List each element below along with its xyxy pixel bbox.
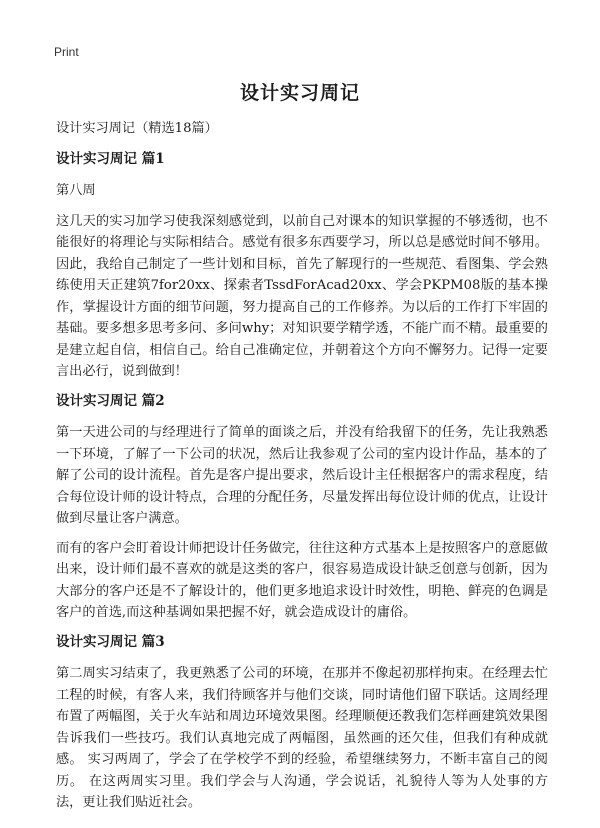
page-title: 设计实习周记 — [239, 82, 360, 104]
section-heading-2: 设计实习周记 篇2 — [56, 392, 165, 409]
document-body — [56, 118, 548, 822]
section-week-label: 第八周 — [56, 183, 96, 198]
section-heading-1: 设计实习周记 篇1 — [56, 150, 165, 167]
section-1-paragraph-1: 这几天的实习加学习使我深刻感觉到，以前自己对课本的知识掌握的不够透彻，也不能很好的将理论与实际相结合。感觉有很多东西要学习，所以总是感觉时间不够用。因此，我给自己制定了一些计划和目标，首先了解现行的一些规范、看图集、学会熟练使用天正建筑7for20xx、探索者TssdForAcad20xx、学会PKPM08版的基本操作，掌握设计方面的细节问题，努力提高自己的工作修养。为以后的工作打下牢固的基础。要多想多思考多问、多问why；对知识要学精学透，不能广而不精。最重要的是建立起自信，相信自己。给自己准确定位，并朝着这个方向不懈努力。记得一定要言出必行，说到做到！ — [56, 213, 548, 379]
section-2-paragraph-1: 第一天进公司的与经理进行了简单的面谈之后，并没有给我留下的任务，先让我熟悉一下环境，了解了一下公司的状况，然后让我参观了公司的室内设计作品，基本的了解了公司的设计流程。首先是客户提出要求，然后设计主任根据客户的需求程度，结合每位设计师的设计特点，合理的分配任务，尽量发挥出每位设计师的优点，让设计做到尽量让客户满意。 — [56, 425, 548, 526]
print-label: Print — [54, 45, 79, 59]
document-subtitle: 设计实习周记（精选18篇） — [56, 121, 218, 136]
section-3-paragraph-1: 第二周实习结束了，我更熟悉了公司的环境，在那并不像起初那样拘束。在经理去忙工程的时候，有客人来，我们待顾客并与他们交谈，同时请他们留下联话。这周经理布置了两幅图，关于火车站和周边环境效果图。经理顺便还教我们怎样画建筑效果图告诉我们一些技巧。我们认真地完成了两幅图，虽然画的还欠佳，但我们有种成就感。 实习两周了，学会了在学校学不到的经验，希望继续努力，不断丰富自己的阅历。 在这两周实习里。我们学会与人沟通，学会说话，礼貌待人等为人处事的方法，更让我们贴近社会。 — [56, 666, 548, 810]
section-2-paragraph-2: 而有的客户会盯着设计师把设计任务做完，往往这种方式基本上是按照客户的意愿做出来，设计师们最不喜欢的就是这类的客户，很容易造成设计缺乏创意与创新，因为大部分的客户还是不了解设计的，他们更多地追求设计时效性，明艳、鲜亮的色调是客户的首选,而这种基调如果把握不好，就会造成设计的庸俗。 — [56, 540, 548, 620]
section-heading-3: 设计实习周记 篇3 — [56, 633, 165, 650]
